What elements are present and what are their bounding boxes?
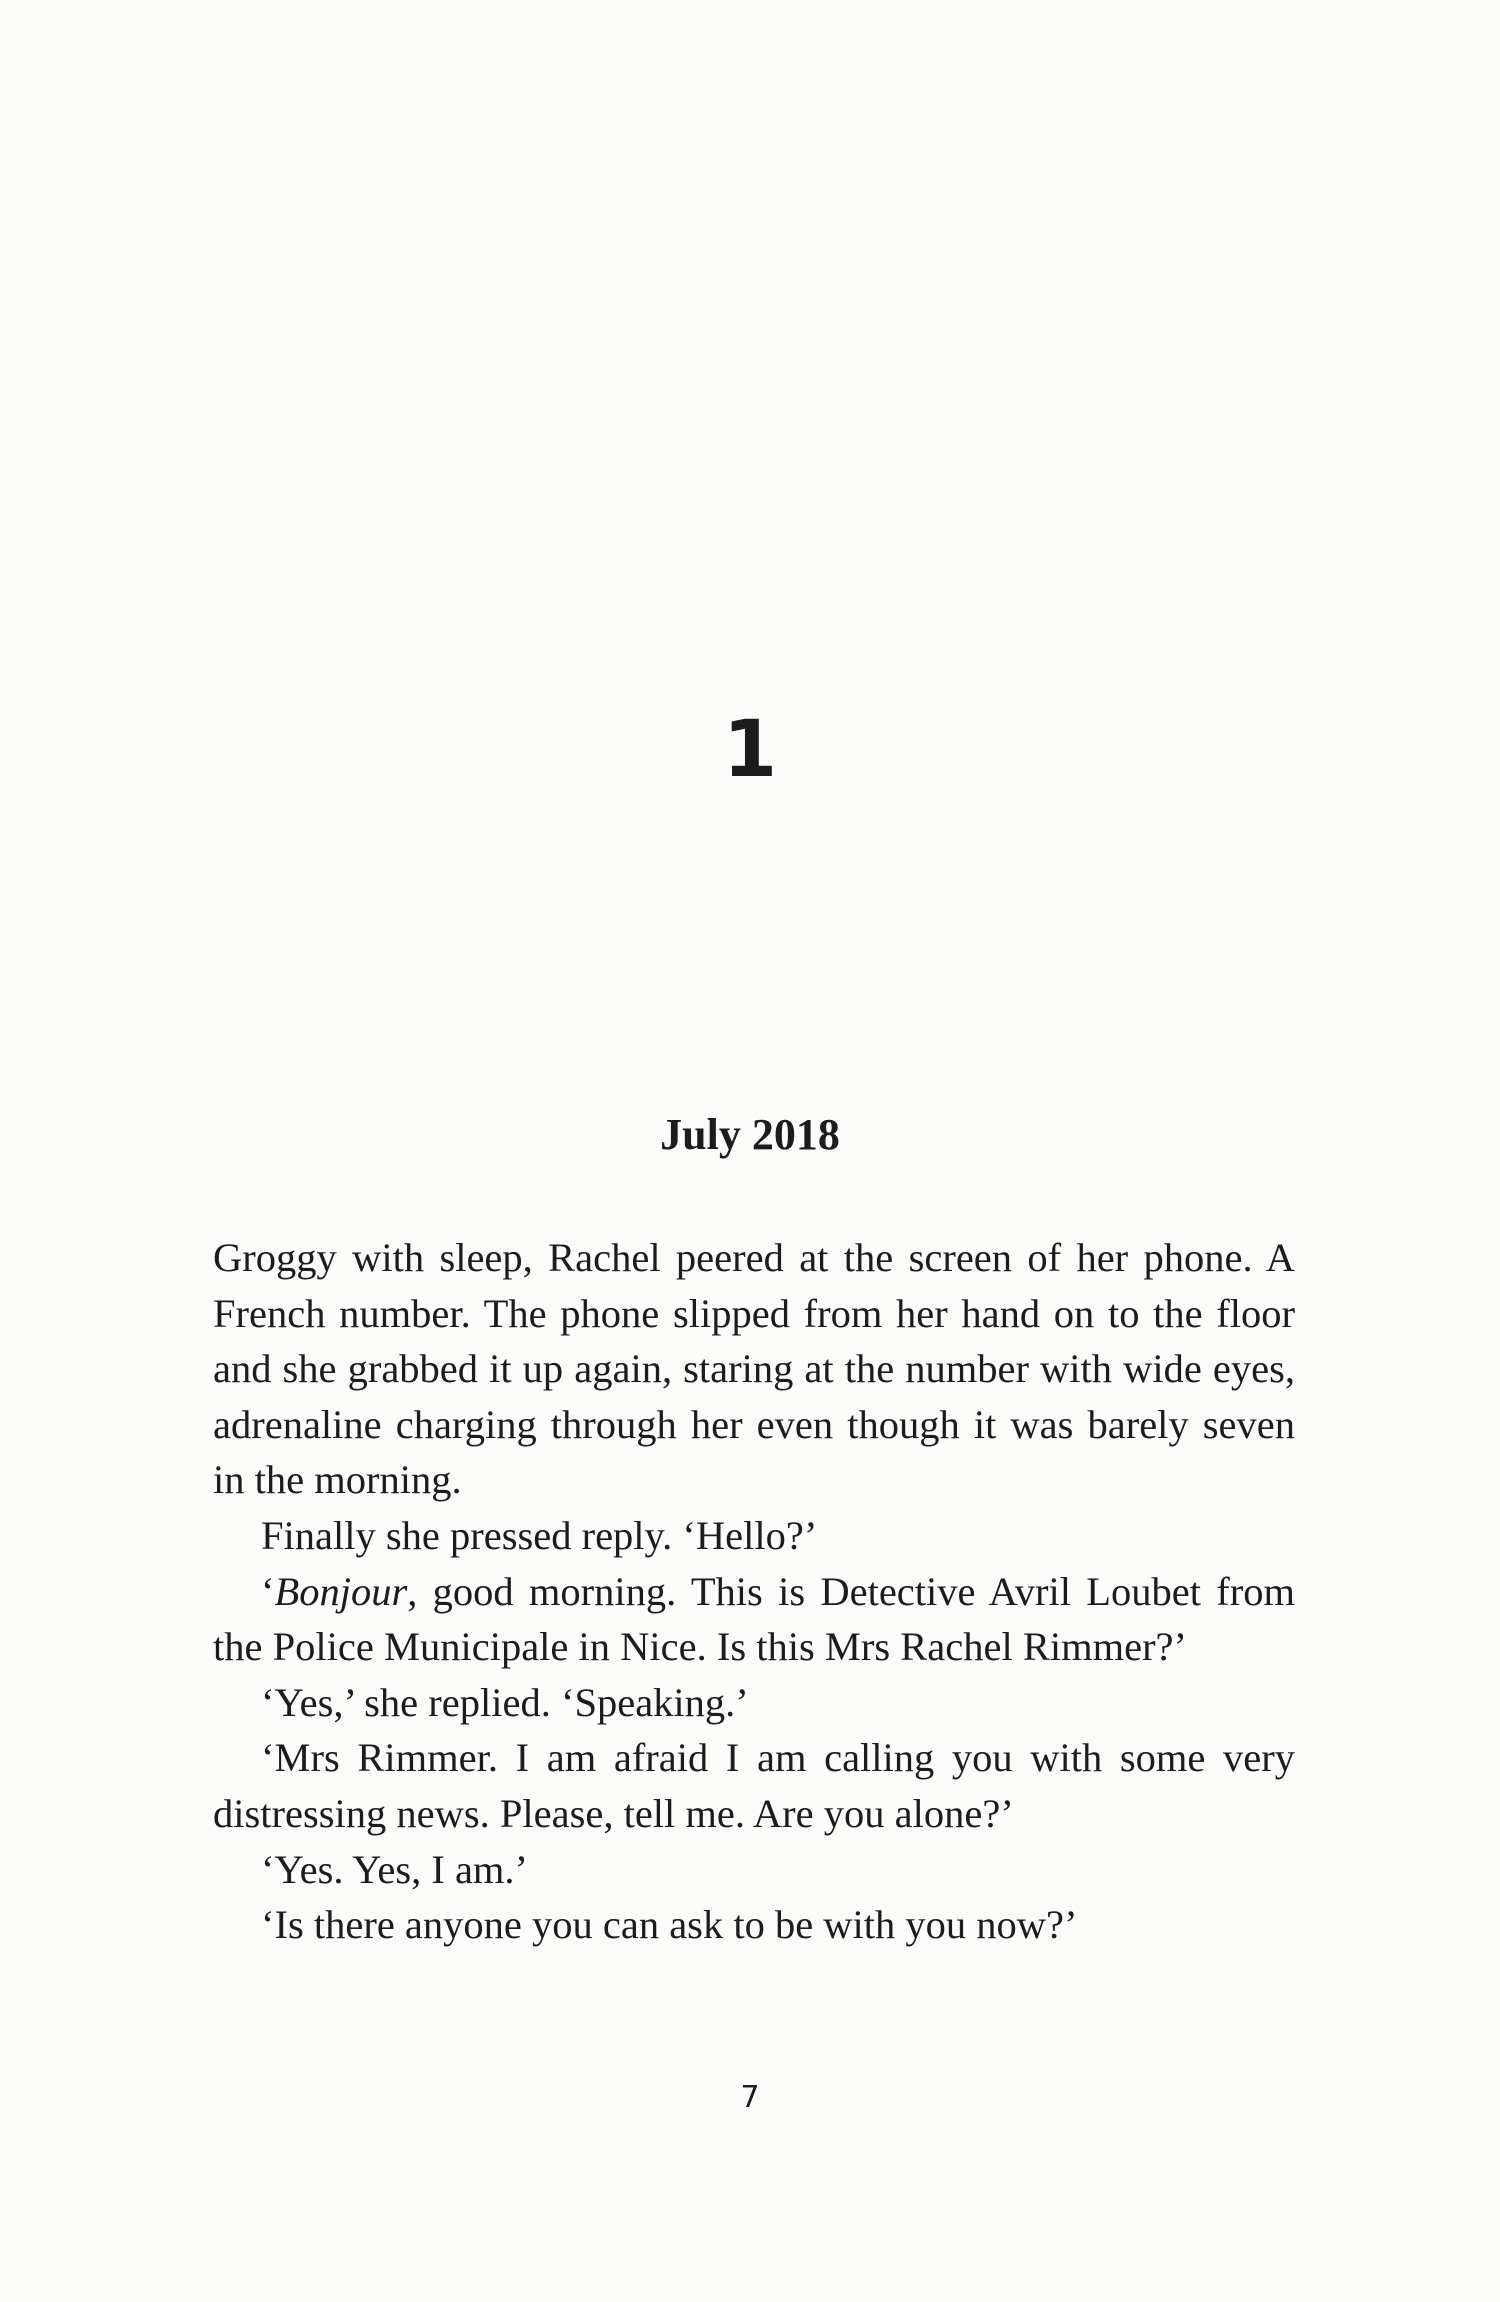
- chapter-number: 1: [722, 705, 778, 795]
- paragraph: ‘Yes. Yes, I am.’: [261, 1846, 529, 1892]
- paragraph: ‘Is there anyone you can ask to be with you now?’: [261, 1902, 1078, 1948]
- paragraph: ‘Bonjour, good morning. This is Detective Avril Loubet from the Police Municipale in Nice. Is this Mrs Rachel Rimmer?’: [213, 1568, 1295, 1670]
- paragraph-text: , good morning. This is Detective Avril Loubet from the Police Municipale in Nice. Is this Mrs Rachel Rimmer?’: [213, 1568, 1295, 1670]
- paragraph: Finally she pressed reply. ‘Hello?’: [261, 1512, 818, 1558]
- chapter-heading: July 2018: [660, 1110, 840, 1159]
- paragraph: ‘Mrs Rimmer. I am afraid I am calling you with some very distressing news. Please, tell me. Are you alone?’: [213, 1735, 1295, 1836]
- paragraph: Groggy with sleep, Rachel peered at the screen of her phone. A French number. The phone slipped from her hand on to the floor and she grabbed it up again, staring at the number with wide eyes, adrenaline charging through her even though it was barely seven in the morning.: [213, 1235, 1295, 1503]
- italic-word: Bonjour: [274, 1568, 408, 1614]
- paragraph: ‘Yes,’ she replied. ‘Speaking.’: [261, 1679, 749, 1725]
- body-text: [213, 1230, 1295, 1953]
- page-number: 7: [740, 2080, 760, 2115]
